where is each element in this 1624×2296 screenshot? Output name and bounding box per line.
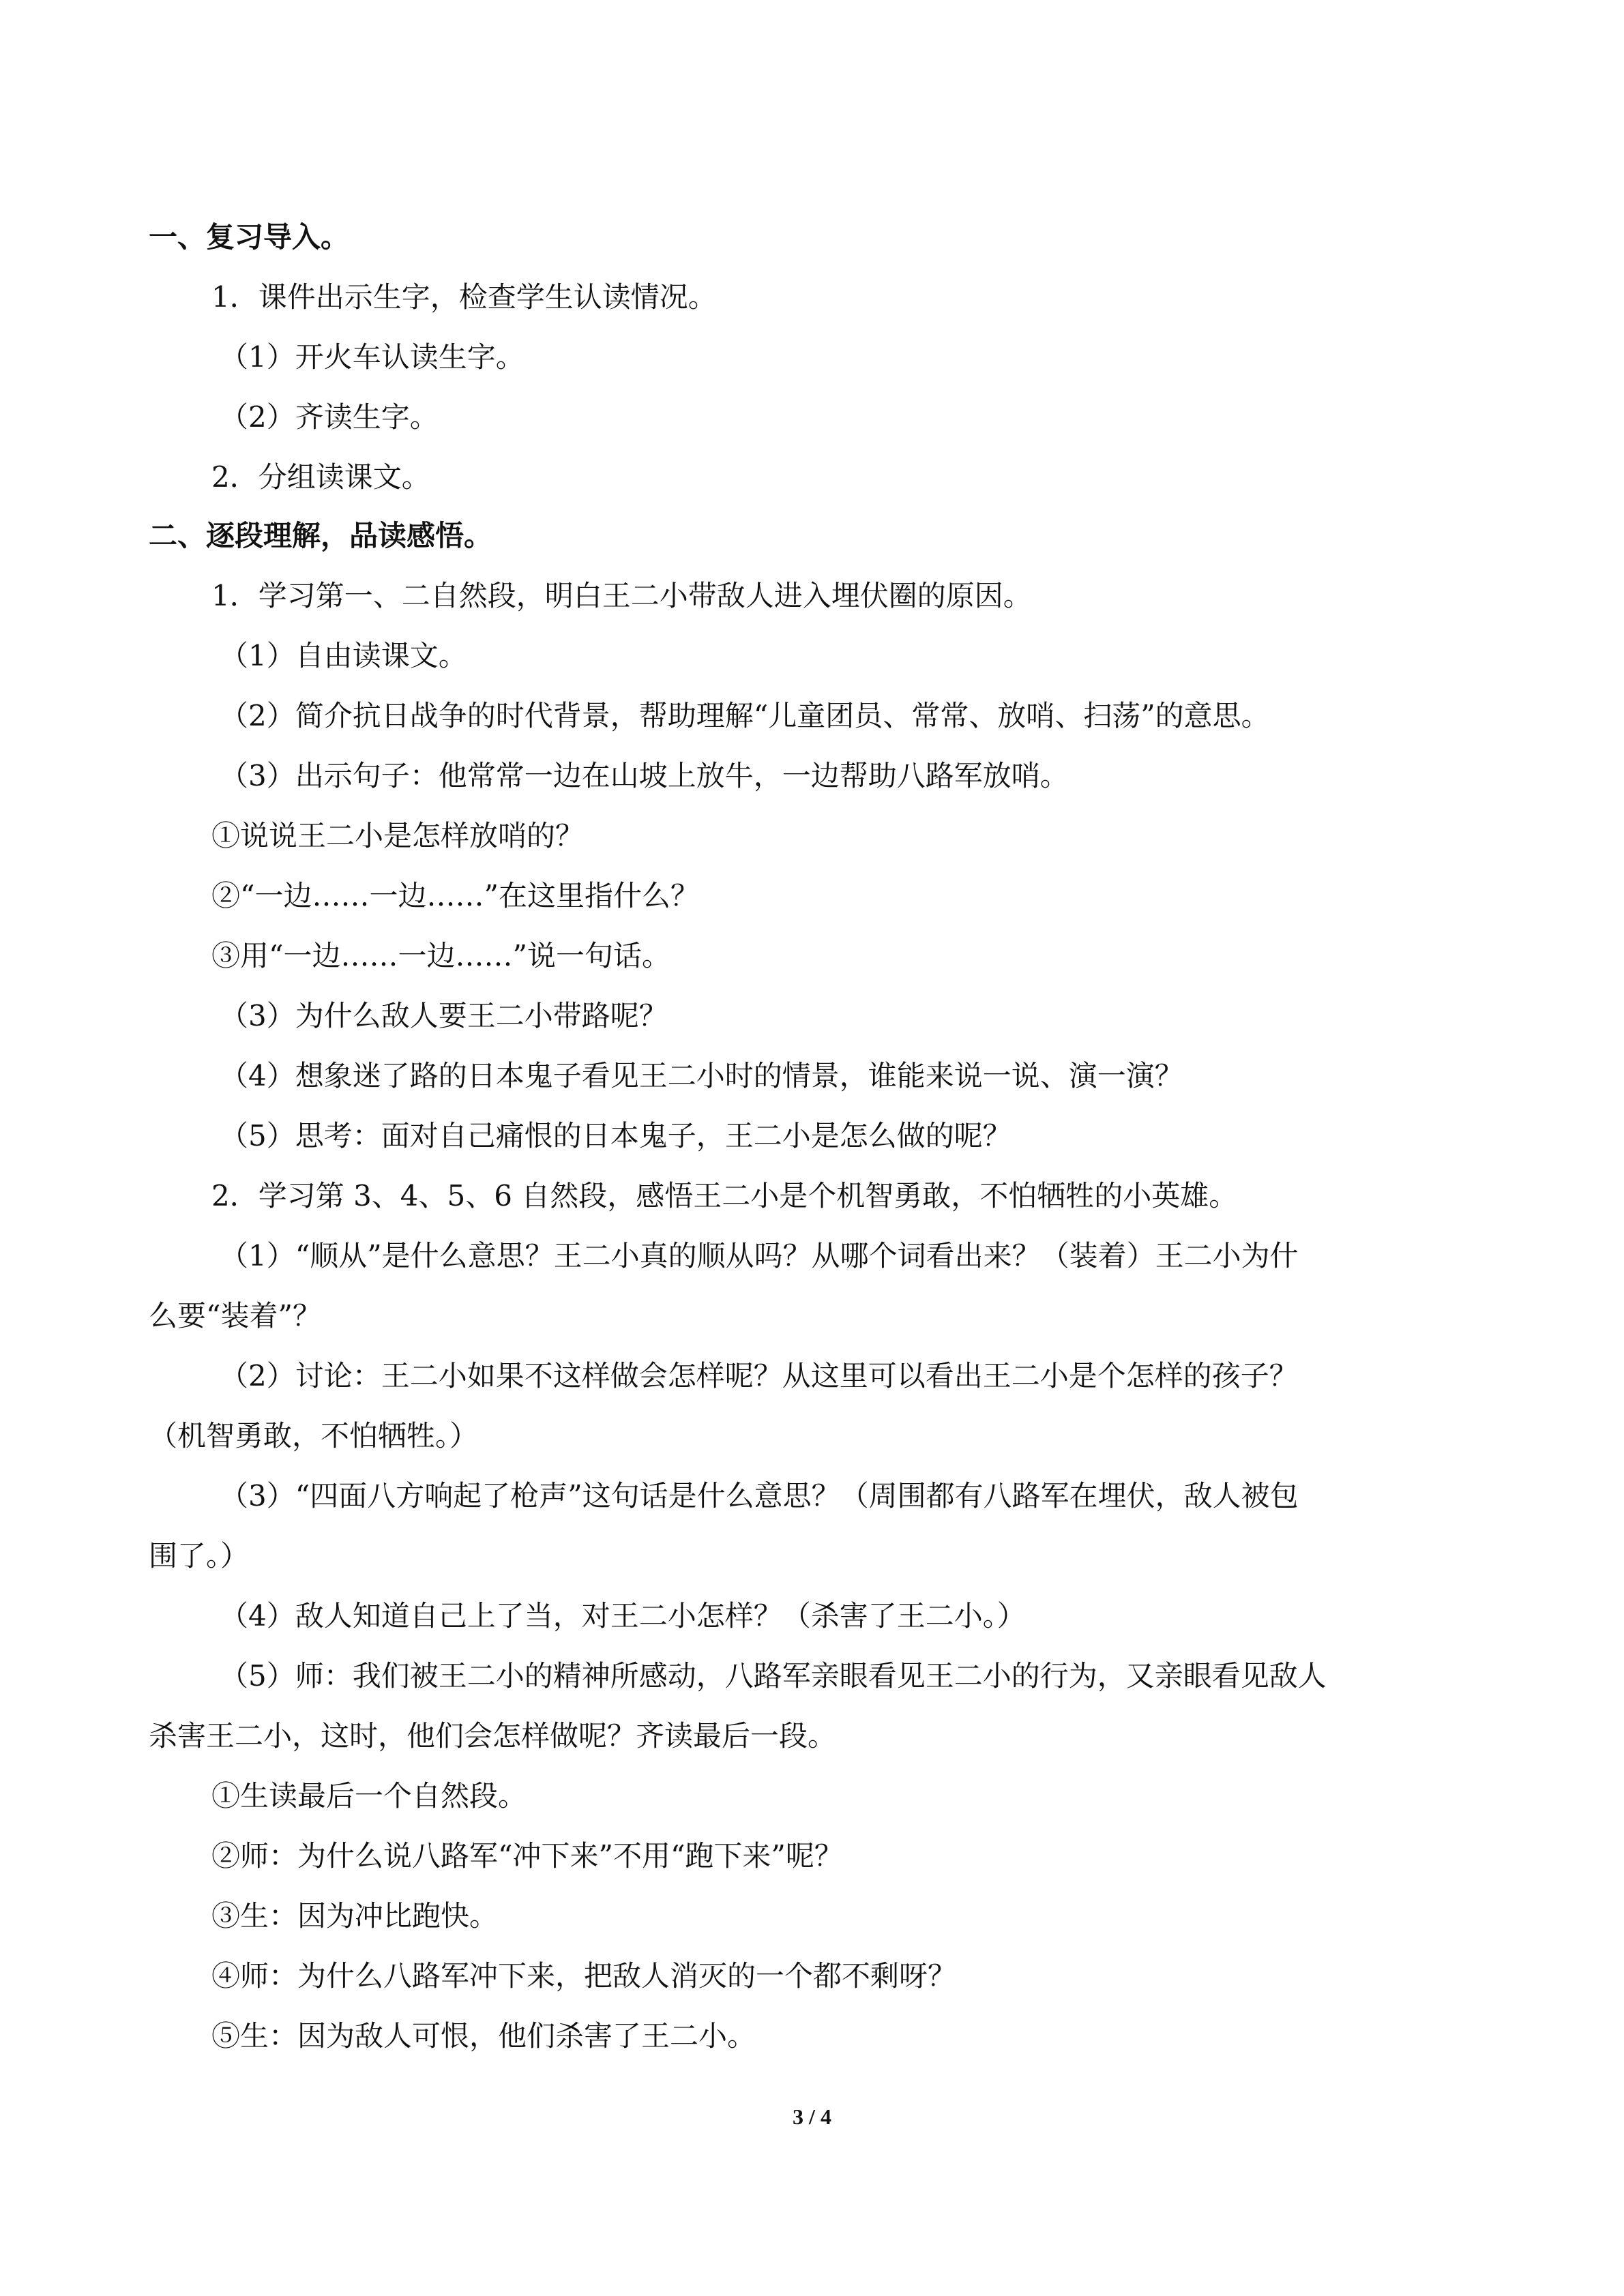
paragraph: （机智勇敢，不怕牺牲。）: [149, 1419, 479, 1452]
paragraph: ①生读最后一个自然段。: [211, 1779, 527, 1813]
paragraph: ③生：因为冲比跑快。: [211, 1899, 499, 1933]
section-heading-review: 一、复习导入。: [149, 220, 350, 254]
paragraph: 2．学习第 3、4、5、6 自然段，感悟王二小是个机智勇敢，不怕牺牲的小英雄。: [211, 1179, 1238, 1212]
section-heading-reading: 二、逐段理解，品读感悟。: [149, 519, 493, 552]
paragraph: ②师：为什么说八路军“冲下来”不用“跑下来”呢？: [211, 1839, 843, 1873]
paragraph: （1）开火车认读生字。: [220, 340, 525, 374]
paragraph: ③用“一边……一边……”说一句话。: [211, 939, 670, 972]
paragraph: （3）“四面八方响起了枪声”这句话是什么意思？（周围都有八路军在埋伏，敌人被包: [220, 1479, 1299, 1512]
paragraph: （2）讨论：王二小如果不这样做会怎样呢？从这里可以看出王二小是个怎样的孩子？: [220, 1359, 1298, 1392]
paragraph: ②“一边……一边……”在这里指什么？: [211, 879, 699, 912]
paragraph: （3）出示句子：他常常一边在山坡上放牛，一边帮助八路军放哨。: [220, 759, 1069, 792]
paragraph: （1）“顺从”是什么意思？王二小真的顺从吗？从哪个词看出来？（装着）王二小为什: [220, 1239, 1299, 1272]
paragraph: ⑤生：因为敌人可恨，他们杀害了王二小。: [211, 2019, 756, 2053]
paragraph: （2）齐读生字。: [220, 400, 439, 434]
paragraph: 么要“装着”？: [149, 1299, 321, 1332]
paragraph: （3）为什么敌人要王二小带路呢？: [220, 999, 668, 1032]
page-number: 3 / 4: [793, 2104, 831, 2129]
paragraph: （4）敌人知道自己上了当，对王二小怎样？（杀害了王二小。）: [220, 1599, 1026, 1632]
paragraph: 2．分组读课文。: [211, 460, 430, 494]
paragraph: （5）师：我们被王二小的精神所感动，八路军亲眼看见王二小的行为，又亲眼看见敌人: [220, 1659, 1327, 1693]
paragraph: 1．课件出示生字，检查学生认读情况。: [211, 280, 717, 314]
paragraph: （2）简介抗日战争的时代背景，帮助理解“儿童团员、常常、放哨、扫荡”的意思。: [220, 699, 1270, 732]
paragraph: 杀害王二小，这时，他们会怎样做呢？齐读最后一段。: [149, 1719, 837, 1753]
paragraph: （5）思考：面对自己痛恨的日本鬼子，王二小是怎么做的呢？: [220, 1119, 1012, 1152]
paragraph: （4）想象迷了路的日本鬼子看见王二小时的情景，谁能来说一说、演一演？: [220, 1059, 1183, 1092]
paragraph: ④师：为什么八路军冲下来，把敌人消灭的一个都不剩呀？: [211, 1959, 957, 1993]
paragraph: 围了。）: [149, 1539, 250, 1572]
paragraph: （1）自由读课文。: [220, 639, 467, 672]
paragraph: 1．学习第一、二自然段，明白王二小带敌人进入埋伏圈的原因。: [211, 579, 1032, 612]
paragraph: ①说说王二小是怎样放哨的？: [211, 819, 585, 852]
